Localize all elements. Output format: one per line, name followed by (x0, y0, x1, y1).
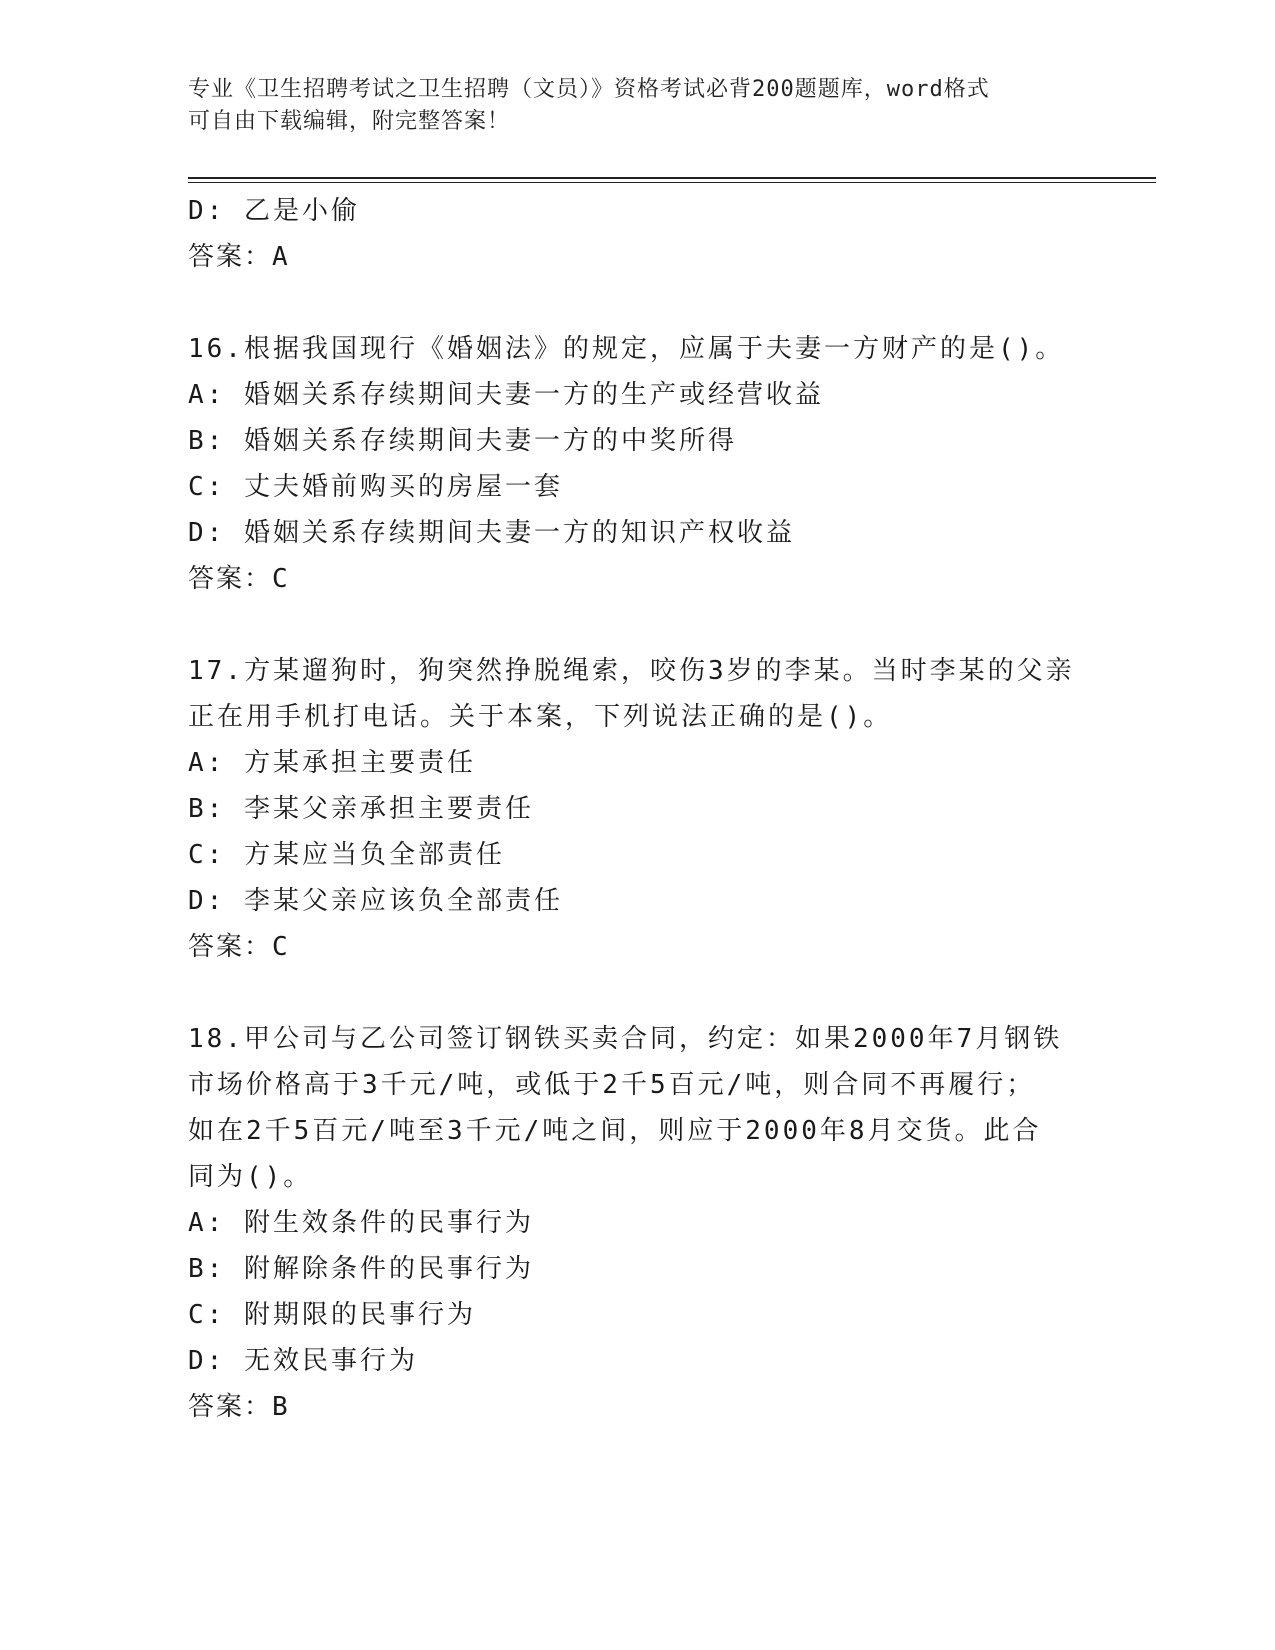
answer-label: 答案： (188, 242, 273, 272)
q17-answer (188, 924, 1088, 970)
q18-answer (188, 1384, 1088, 1430)
header-title-line-2: 可自由下载编辑，附完整答案！ (188, 109, 511, 134)
prev-option-d: D: 乙是小偷 (188, 196, 360, 226)
q17-option-a: A: 方某承担主要责任 (188, 748, 476, 778)
q16-option-c: C: 丈夫婚前购买的房屋一套 (188, 472, 563, 502)
answer-value: C (272, 564, 288, 594)
q18-option-a: A: 附生效条件的民事行为 (188, 1208, 534, 1238)
q17-option-b: B: 李某父亲承担主要责任 (188, 794, 534, 824)
spacer (188, 970, 1088, 1016)
q18-option-c: C: 附期限的民事行为 (188, 1300, 476, 1330)
q18-stem-line-1: 18.甲公司与乙公司签订钢铁买卖合同，约定：如果2000年7月钢铁 (188, 1024, 1063, 1054)
q16-option-a: A: 婚姻关系存续期间夫妻一方的生产或经营收益 (188, 380, 824, 410)
q18-stem-line-4: 同为()。 (188, 1162, 313, 1192)
q18-stem-line-2: 市场价格高于3千元/吨，或低于2千5百元/吨，则合同不再履行； (188, 1070, 1036, 1100)
header-title-line-1: 专业《卫生招聘考试之卫生招聘（文员）》资格考试必背200题题库，word格式 (188, 77, 990, 102)
spacer (188, 602, 1088, 648)
q17-stem-line-1: 17.方某遛狗时，狗突然挣脱绳索，咬伤3岁的李某。当时李某的父亲 (188, 656, 1075, 686)
document-header (188, 74, 1068, 138)
q17-option-c: C: 方某应当负全部责任 (188, 840, 505, 870)
answer-value: B (272, 1392, 288, 1422)
q18-stem-line-3: 如在2千5百元/吨至3千元/吨之间，则应于2000年8月交货。此合 (188, 1116, 1042, 1146)
q16-option-b: B: 婚姻关系存续期间夫妻一方的中奖所得 (188, 426, 737, 456)
question-list (188, 188, 1088, 1430)
q16-stem: 16.根据我国现行《婚姻法》的规定，应属于夫妻一方财产的是()。 (188, 334, 1065, 364)
prev-answer (188, 234, 1088, 280)
answer-value: A (272, 242, 288, 272)
q17-stem-line-2: 正在用手机打电话。关于本案，下列说法正确的是()。 (188, 702, 893, 732)
q17-option-d: D: 李某父亲应该负全部责任 (188, 886, 563, 916)
answer-label: 答案： (188, 564, 273, 594)
header-divider-thick (188, 177, 1156, 179)
answer-label: 答案： (188, 1392, 273, 1422)
spacer (188, 280, 1088, 326)
q16-answer (188, 556, 1088, 602)
header-divider-thin (188, 182, 1156, 183)
answer-label: 答案： (188, 932, 273, 962)
answer-value: C (272, 932, 288, 962)
q16-option-d: D: 婚姻关系存续期间夫妻一方的知识产权收益 (188, 518, 795, 548)
q18-option-b: B: 附解除条件的民事行为 (188, 1254, 534, 1284)
q18-option-d: D: 无效民事行为 (188, 1346, 418, 1376)
